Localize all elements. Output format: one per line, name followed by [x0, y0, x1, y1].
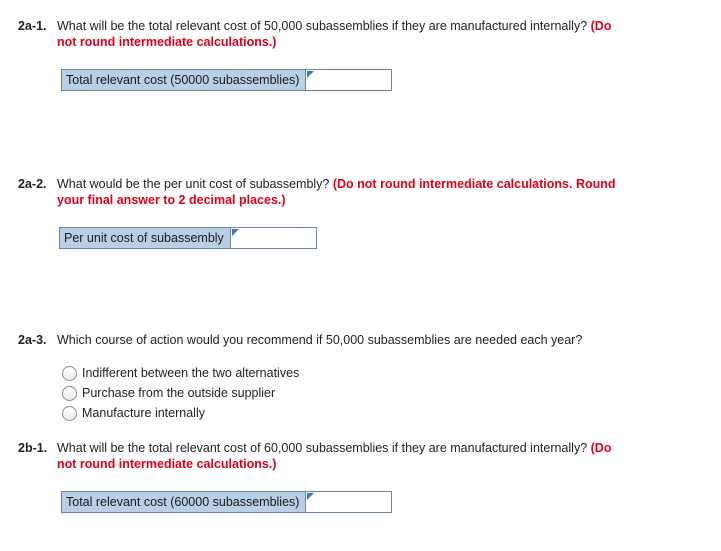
radio-option-indifferent[interactable] — [62, 363, 299, 383]
answer-field-wrap — [306, 69, 392, 91]
question-instruction: (Do not round intermediate calculations. Round — [332, 177, 616, 191]
question-instruction: (Do — [590, 19, 612, 33]
radio-label: Manufacture internally — [82, 406, 205, 420]
answer-label: Total relevant cost (60000 subassemblies) — [61, 491, 306, 513]
per-unit-cost-input[interactable] — [231, 228, 316, 248]
question-prompt: What will be the total relevant cost of 60,000 subassemblies if they are manufactured internally? — [57, 441, 588, 455]
radio-button[interactable] — [62, 386, 77, 401]
question-instruction-cont: your final answer to 2 decimal places.) — [57, 193, 286, 207]
flag-icon — [232, 229, 239, 236]
question-text — [57, 176, 708, 208]
flag-icon — [307, 71, 314, 78]
radio-option-purchase[interactable] — [62, 383, 299, 403]
question-number: 2a-2. — [18, 177, 47, 191]
answer-field-wrap — [306, 491, 392, 513]
radio-label: Purchase from the outside supplier — [82, 386, 276, 400]
answer-field-wrap — [231, 227, 317, 249]
question-2a-1 — [18, 18, 708, 50]
question-prompt: What would be the per unit cost of subassembly? — [57, 177, 330, 191]
answer-label: Per unit cost of subassembly — [59, 227, 231, 249]
question-instruction: (Do — [590, 441, 612, 455]
question-2a-2 — [18, 176, 708, 208]
question-number: 2a-1. — [18, 19, 47, 33]
radio-button[interactable] — [62, 366, 77, 381]
flag-icon — [307, 493, 314, 500]
question-2a-3 — [18, 332, 708, 348]
radio-option-manufacture[interactable] — [62, 403, 299, 423]
recommendation-radio-group — [62, 363, 299, 423]
question-instruction-cont: not round intermediate calculations.) — [57, 457, 277, 471]
radio-label: Indifferent between the two alternatives — [82, 366, 300, 380]
question-text — [57, 18, 708, 50]
question-number: 2a-3. — [18, 333, 47, 347]
total-relevant-cost-50000-input[interactable] — [306, 70, 391, 90]
question-number: 2b-1. — [18, 441, 48, 455]
answer-row-2a-2 — [59, 227, 317, 249]
answer-row-2a-1 — [61, 69, 392, 91]
question-2b-1 — [18, 440, 708, 472]
radio-button[interactable] — [62, 406, 77, 421]
question-instruction-cont: not round intermediate calculations.) — [57, 35, 277, 49]
total-relevant-cost-60000-input[interactable] — [306, 492, 391, 512]
answer-row-2b-1 — [61, 491, 392, 513]
question-text — [57, 440, 708, 472]
answer-label: Total relevant cost (50000 subassemblies) — [61, 69, 306, 91]
question-prompt: Which course of action would you recommend if 50,000 subassemblies are needed each year? — [57, 333, 583, 347]
question-prompt: What will be the total relevant cost of 50,000 subassemblies if they are manufactured internally? — [57, 19, 588, 33]
